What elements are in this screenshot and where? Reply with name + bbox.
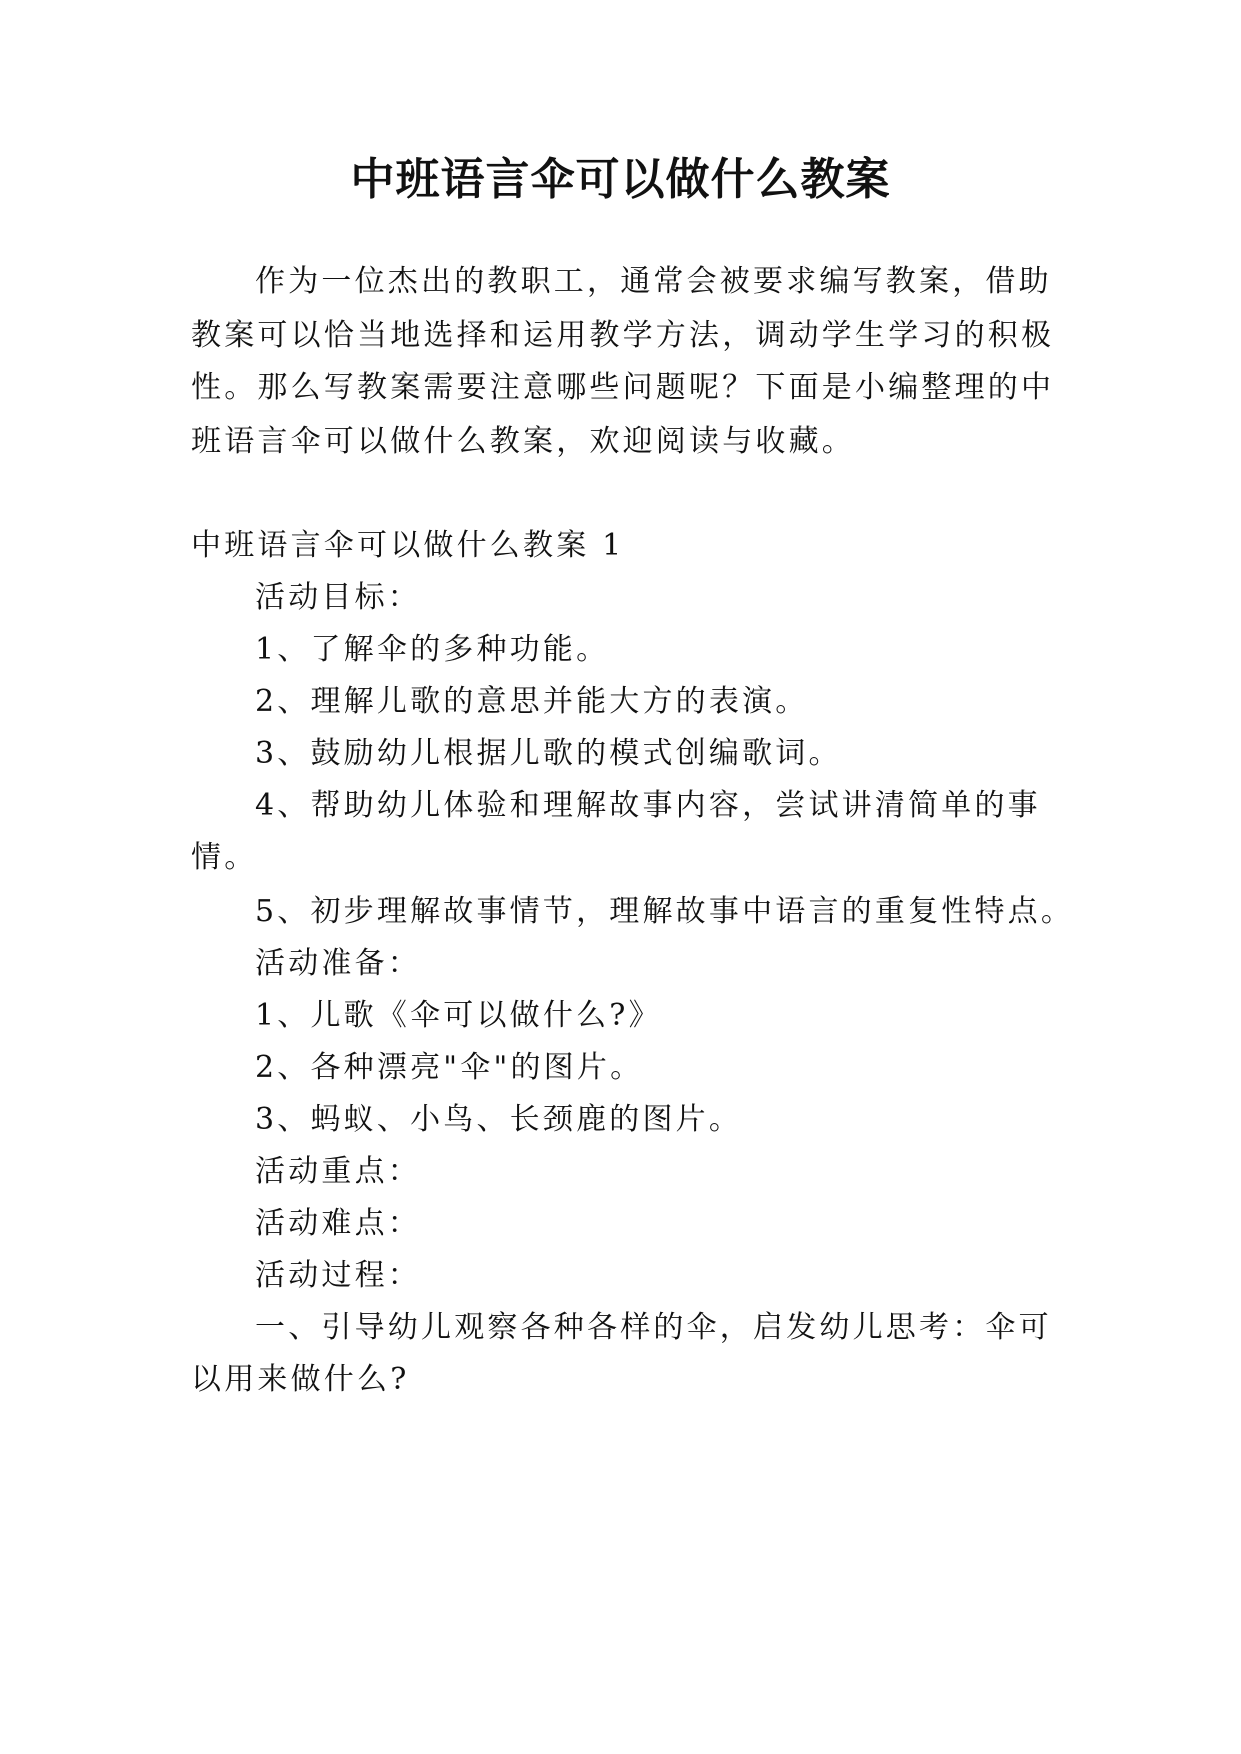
- intro-line: 班语言伞可以做什么教案，欢迎阅读与收藏。: [191, 424, 855, 459]
- body-line: 2、理解儿歌的意思并能大方的表演。: [255, 684, 809, 719]
- intro-line: 作为一位杰出的教职工，通常会被要求编写教案，借助: [255, 264, 1052, 299]
- body-line: 一、引导幼儿观察各种各样的伞，启发幼儿思考：伞可: [255, 1310, 1052, 1345]
- body-line: 4、帮助幼儿体验和理解故事内容，尝试讲清简单的事: [255, 788, 1041, 823]
- body-line: 2、各种漂亮"伞"的图片。: [255, 1050, 644, 1085]
- body-line: 活动重点：: [255, 1154, 421, 1189]
- page-title: 中班语言伞可以做什么教案: [350, 154, 891, 205]
- body-line: 1、儿歌《伞可以做什么?》: [255, 998, 662, 1033]
- body-line: 情。: [191, 840, 258, 875]
- body-line: 活动过程：: [255, 1258, 421, 1293]
- body-line: 活动目标：: [255, 580, 421, 615]
- body-line: 5、初步理解故事情节，理解故事中语言的重复性特点。: [255, 894, 1075, 929]
- body-line: 活动难点：: [255, 1206, 421, 1241]
- section-heading: 中班语言伞可以做什么教案 1: [191, 528, 625, 563]
- intro-line: 性。那么写教案需要注意哪些问题呢？下面是小编整理的中: [191, 370, 1055, 405]
- body-line: 1、了解伞的多种功能。: [255, 632, 610, 667]
- body-line: 3、蚂蚁、小鸟、长颈鹿的图片。: [255, 1102, 743, 1137]
- body-line: 以用来做什么?: [191, 1362, 410, 1397]
- body-line: 3、鼓励幼儿根据儿歌的模式创编歌词。: [255, 736, 842, 771]
- body-line: 活动准备：: [255, 946, 421, 981]
- intro-line: 教案可以恰当地选择和运用教学方法，调动学生学习的积极: [191, 318, 1055, 353]
